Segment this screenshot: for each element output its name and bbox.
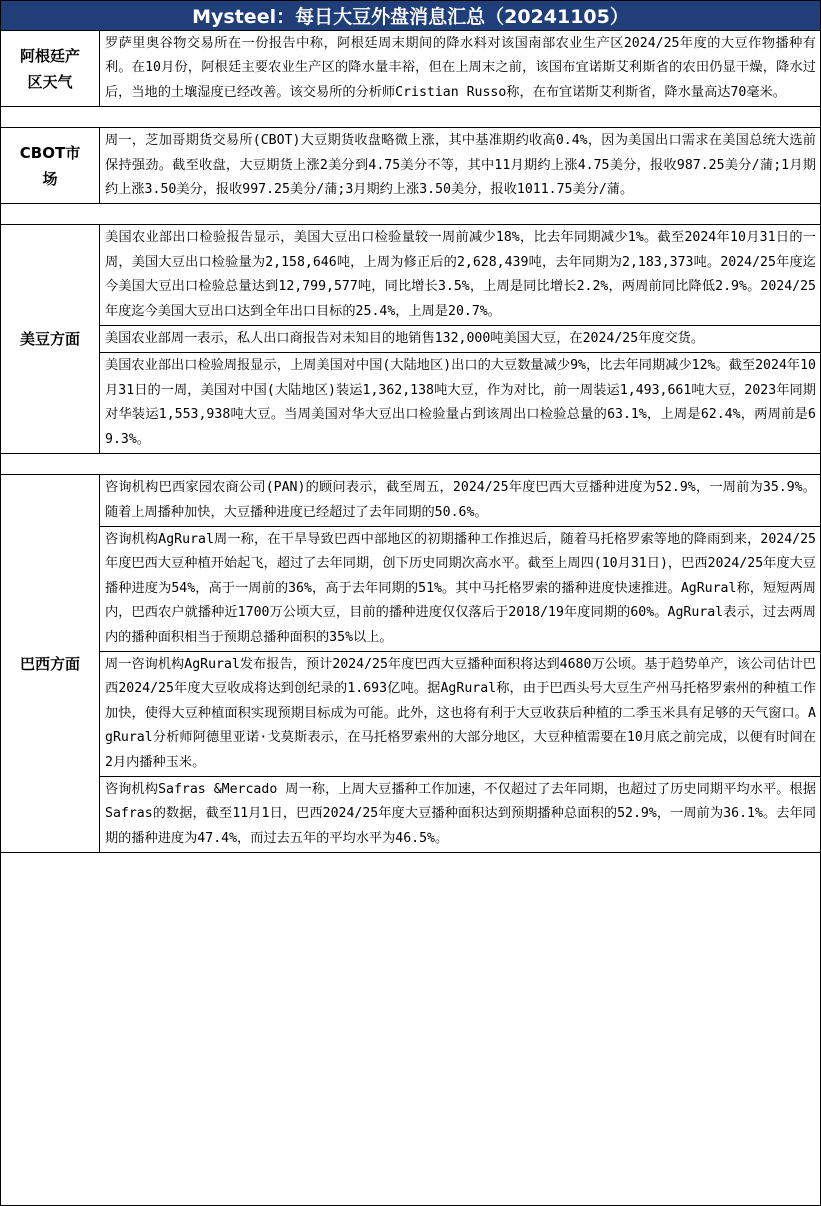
us-paragraph-2: 美国农业部周一表示，私人出口商报告对未知目的地销售132,000吨美国大豆，在2024/25年度交货。 (100, 326, 821, 353)
section-row-brazil (1, 526, 820, 651)
section-row-us (1, 326, 820, 353)
section-row-cbot (1, 128, 820, 204)
news-table (1, 31, 820, 853)
brazil-paragraph-4: 咨询机构Safras &Mercado 周一称，上周大豆播种工作加速，不仅超过了去年同期，也超过了历史同期平均水平。根据Safras的数据，截至11月1日，巴西2024/25年度大豆播种面积达到预期播种总面积的52.9%，一周前为36.1%。去年同期的播种进度为47.4%，而过去五年的平均水平为46.5%。 (100, 776, 821, 852)
spacer-row (1, 454, 820, 475)
brazil-paragraph-3: 周一咨询机构AgRural发布报告，预计2024/25年度巴西大豆播种面积将达到4680万公顷。基于趋势单产，该公司估计巴西2024/25年度大豆收成将达到创纪录的1.693亿吨。据AgRural称，由于巴西头号大豆生产州马托格罗索州的种植工作加快，使得大豆种植面积实现预期目标成为可能。此外，这也将有利于大豆收获后种植的二季玉米具有足够的天气窗口。AgRural分析师阿德里亚诺·戈莫斯表示，在马托格罗索州的大部分地区，大豆种植需要在10月底之前完成，以便有时间在2月内播种玉米。 (100, 651, 821, 776)
section-row-brazil (1, 475, 820, 527)
spacer-row (1, 107, 820, 128)
section-label-argentina: 阿根廷产区天气 (1, 31, 100, 107)
us-paragraph-3: 美国农业部出口检验周报显示，上周美国对中国(大陆地区)出口的大豆数量减少9%，比去年同期减少12%。截至2024年10月31日的一周，美国对中国(大陆地区)装运1,362,138吨大豆，作为对比，前一周装运1,493,661吨大豆，2023年同期对华装运1,553,938吨大豆。当周美国对华大豆出口检验量占到该周出口检验总量的63.1%，上周是62.4%，两周前是69.3%。 (100, 353, 821, 454)
brazil-paragraph-2: 咨询机构AgRural周一称，在干旱导致巴西中部地区的初期播种工作推迟后，随着马托格罗索等地的降雨到来，2024/25年度巴西大豆种植开始起飞，超过了去年同期，创下历史同期次高水平。截至上周四(10月31日)，巴西2024/25年度大豆播种进度为54%，高于一周前的36%，高于去年同期的51%。其中马托格罗索的播种进度快速推进。AgRural称，短短两周内，巴西农户就播种近1700万公顷大豆，目前的播种进度仅仅落后于2018/19年度同期的60%。AgRural表示，过去两周内的播种面积相当于预期总播种面积的35%以上。 (100, 526, 821, 651)
brazil-paragraph-1: 咨询机构巴西家园农商公司(PAN)的顾问表示，截至周五，2024/25年度巴西大豆播种进度为52.9%，一周前为35.9%。随着上周播种加快，大豆播种进度已经超过了去年同期的50.6%。 (100, 475, 821, 527)
section-row-brazil (1, 776, 820, 852)
section-row-brazil (1, 651, 820, 776)
section-label-cbot: CBOT市场 (1, 128, 100, 204)
section-row-us (1, 353, 820, 454)
section-label-brazil: 巴西方面 (1, 475, 100, 853)
section-row-argentina (1, 31, 820, 107)
section-label-us: 美豆方面 (1, 225, 100, 454)
report-title: Mysteel：每日大豆外盘消息汇总（20241105） (1, 1, 820, 31)
spacer-row (1, 204, 820, 225)
argentina-paragraph: 罗萨里奥谷物交易所在一份报告中称，阿根廷周末期间的降水料对该国南部农业生产区2024/25年度的大豆作物播种有利。在10月份，阿根廷主要农业生产区的降水量丰裕，但在上周末之前，该国布宜诺斯艾利斯省的农田仍显干燥，降水过后，当地的土壤湿度已经改善。该交易所的分析师Cristian Russo称，在布宜诺斯艾利斯省，降水量高达70毫米。 (100, 31, 821, 107)
cbot-paragraph: 周一，芝加哥期货交易所(CBOT)大豆期货收盘略微上涨，其中基准期约收高0.4%，因为美国出口需求在美国总统大选前保持强劲。截至收盘，大豆期货上涨2美分到4.75美分不等，其中11月期约上涨4.75美分，报收987.25美分/蒲;1月期约上涨3.50美分，报收997.25美分/蒲;3月期约上涨3.50美分，报收1011.75美分/蒲。 (100, 128, 821, 204)
us-paragraph-1: 美国农业部出口检验报告显示，美国大豆出口检验量较一周前减少18%，比去年同期减少1%。截至2024年10月31日的一周，美国大豆出口检验量为2,158,646吨，上周为修正后的2,628,439吨，去年同期为2,183,373吨。2024/25年度迄今美国大豆出口检验总量达到12,799,577吨，同比增长3.5%，上周是同比增长2.2%，两周前同比降低2.9%。2024/25年度迄今美国大豆出口达到全年出口目标的25.4%，上周是20.7%。 (100, 225, 821, 326)
section-row-us (1, 225, 820, 326)
